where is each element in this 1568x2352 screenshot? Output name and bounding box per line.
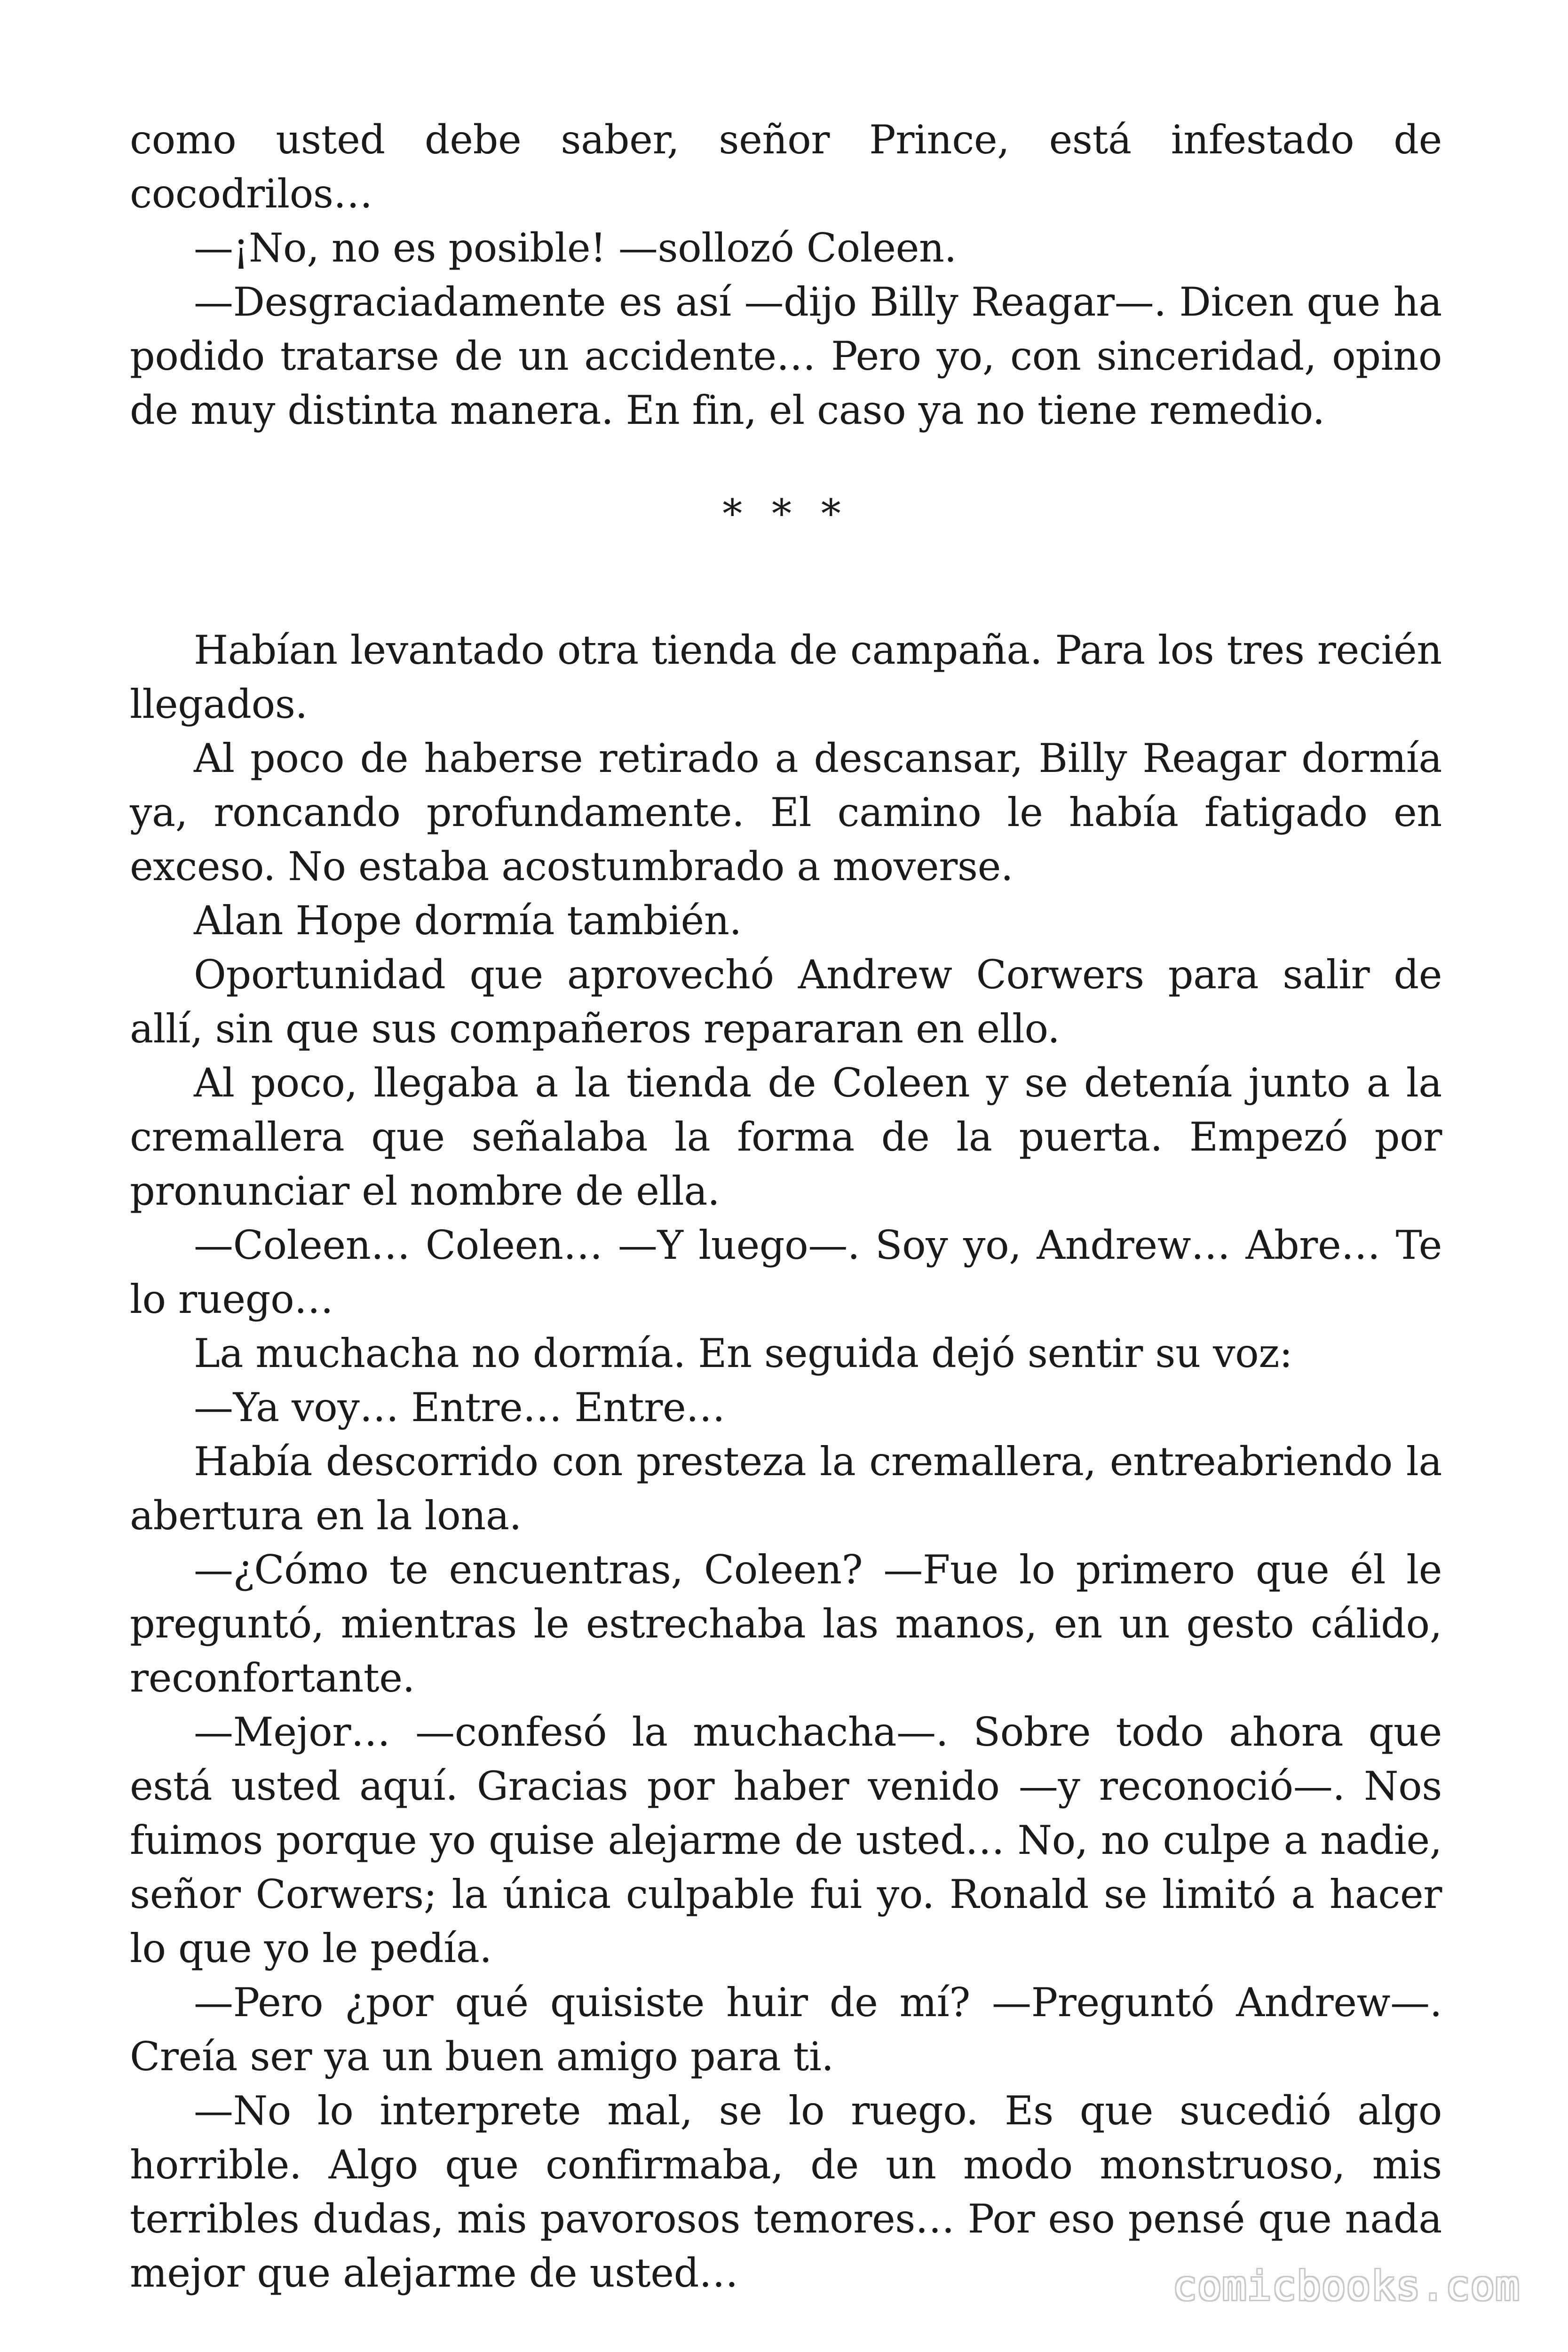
paragraph: La muchacha no dormía. En seguida dejó sentir su voz: — [194, 1330, 1293, 1376]
paragraph-continuation: como usted debe saber, señor Prince, está infestado de cocodrilos… — [130, 117, 1442, 217]
paragraph: —¡No, no es posible! —sollozó Coleen. — [194, 225, 957, 271]
watermark: comicbooks.com — [1172, 2263, 1520, 2310]
paragraph: —¿Cómo te encuentras, Coleen? —Fue lo primero que él le preguntó, mientras le estrechaba las manos, en un gesto cálido, reconfortante. — [130, 1547, 1442, 1701]
paragraph: —Mejor… —confesó la muchacha—. Sobre todo ahora que está usted aquí. Gracias por haber venido —y reconoció—. Nos fuimos porque yo quise alejarme de usted… No, no culpe a nadie, señor Corwers; la única culpable fui yo. Ronald se limitó a hacer lo que yo le pedía. — [130, 1709, 1442, 1971]
paragraph: Alan Hope dormía también. — [194, 898, 742, 944]
paragraph: —Desgraciadamente es así —dijo Billy Reagar—. Dicen que ha podido tratarse de un accidente… Pero yo, con sinceridad, opino de muy distinta manera. En fin, el caso ya no tiene remedio. — [130, 279, 1442, 433]
paragraph: Había descorrido con presteza la cremallera, entreabriendo la abertura en la lona. — [130, 1438, 1442, 1539]
paragraph: —Coleen… Coleen… —Y luego—. Soy yo, Andrew… Abre… Te lo ruego… — [130, 1222, 1442, 1322]
scene-break: * * * — [722, 491, 849, 537]
paragraph: Oportunidad que aprovechó Andrew Corwers para salir de allí, sin que sus compañeros repararan en ello. — [130, 952, 1442, 1052]
paragraph: —No lo interprete mal, se lo ruego. Es que sucedió algo horrible. Algo que confirmaba, de un modo monstruoso, mis terribles dudas, mis pavorosos temores… Por eso pensé que nada mejor que alejarme de usted… — [130, 2088, 1442, 2296]
paragraph: Al poco de haberse retirado a descansar, Billy Reagar dormía ya, roncando profundamente. El camino le había fatigado en exceso. No estaba acostumbrado a moverse. — [130, 735, 1442, 890]
paragraph: Habían levantado otra tienda de campaña. Para los tres recién llegados. — [130, 627, 1442, 727]
paragraph: Al poco, llegaba a la tienda de Coleen y se detenía junto a la cremallera que señalaba la forma de la puerta. Empezó por pronunciar el nombre de ella. — [130, 1060, 1442, 1214]
body-text — [130, 113, 1442, 2300]
paragraph: —Ya voy… Entre… Entre… — [194, 1384, 725, 1430]
paragraph: —Pero ¿por qué quisiste huir de mí? —Preguntó Andrew—. Creía ser ya un buen amigo para ti. — [130, 1979, 1442, 2080]
